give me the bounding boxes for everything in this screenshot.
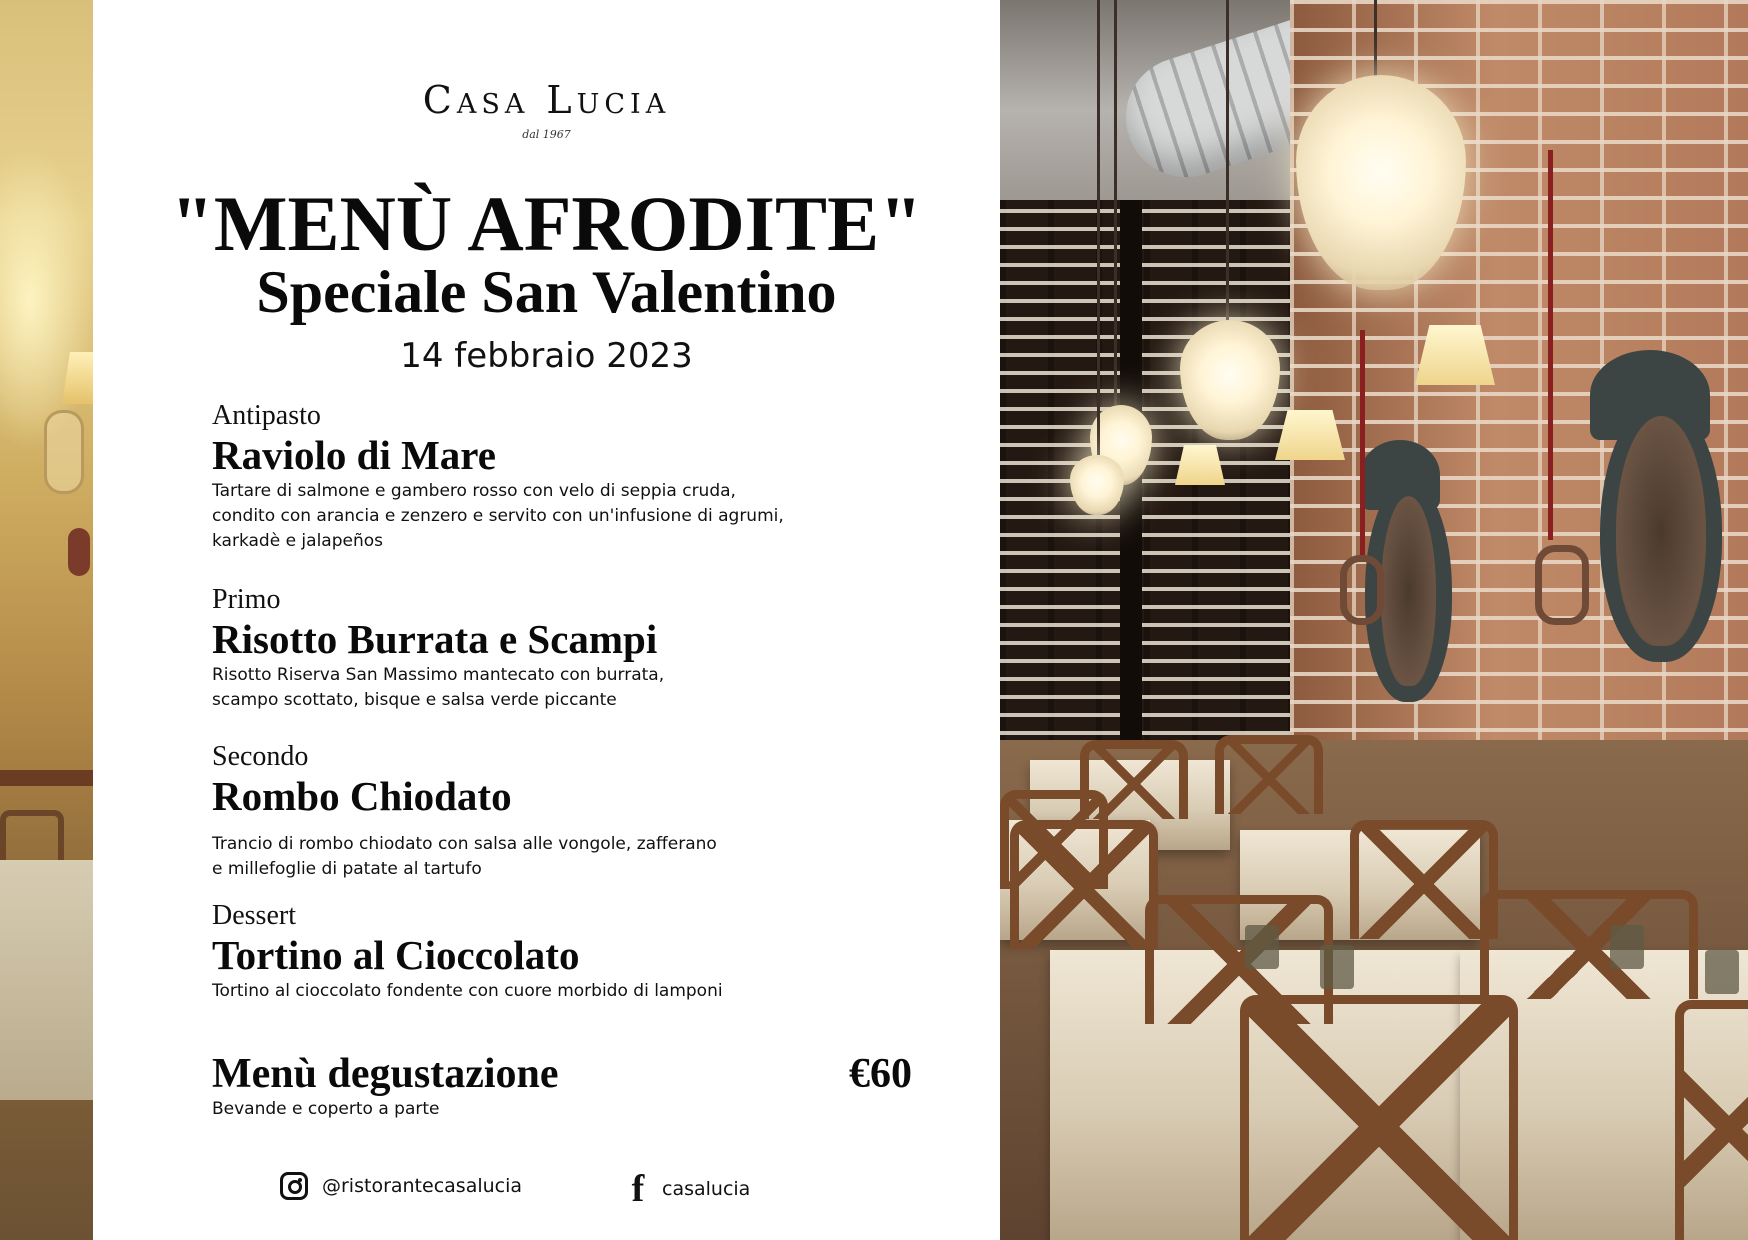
- chandelier-chain: [1097, 0, 1100, 455]
- restaurant-photo-right: [1000, 0, 1748, 1240]
- chair: [1480, 890, 1698, 999]
- course-category: Antipasto: [212, 400, 321, 431]
- chair: [1350, 820, 1498, 939]
- facebook-icon: f: [631, 1168, 645, 1210]
- chandelier-chain: [1114, 0, 1117, 405]
- course-name: Rombo Chiodato: [212, 773, 512, 819]
- tasting-note: Bevande e coperto a parte: [212, 1099, 440, 1119]
- wall-sconce: [44, 410, 84, 494]
- instagram-handle: @ristorantecasalucia: [322, 1175, 523, 1197]
- facebook-link[interactable]: [628, 1168, 751, 1210]
- chair: [1675, 1000, 1748, 1240]
- course-primo: [212, 585, 912, 713]
- course-description: Trancio di rombo chiodato con salsa alle vongole, zafferano e millefoglie di patate al tartufo: [212, 834, 717, 879]
- table: [0, 860, 93, 1100]
- wood-rail: [0, 770, 93, 786]
- course-category: Dessert: [212, 900, 296, 931]
- course-description: Risotto Riserva San Massimo mantecato con burrata, scampo scottato, bisque e salsa verde piccante: [212, 665, 665, 710]
- course-name: Tortino al Cioccolato: [212, 932, 580, 978]
- instagram-link[interactable]: [280, 1172, 522, 1200]
- chandelier-chain: [1226, 0, 1229, 320]
- glass: [1245, 925, 1279, 969]
- course-name: Raviolo di Mare: [212, 432, 496, 478]
- ribbon: [1548, 150, 1553, 540]
- course-secondo: [212, 742, 912, 882]
- glass: [1320, 945, 1354, 989]
- course-antipasto: [212, 401, 912, 554]
- course-name: Risotto Burrata e Scampi: [212, 616, 658, 662]
- course-category: Primo: [212, 584, 281, 615]
- course-description: Tartare di salmone e gambero rosso con velo di seppia cruda, condito con arancia e zenzero e servito con un'infusione di agrumi, karkadè e jalapeños: [212, 481, 784, 551]
- menu-date: 14 febbraio 2023: [400, 336, 693, 376]
- tasting-menu: [212, 1051, 912, 1121]
- wine-rack-divider: [1120, 200, 1142, 780]
- tasting-name: Menù degustazione: [212, 1051, 559, 1097]
- course-dessert: [212, 901, 912, 1004]
- facebook-handle: casalucia: [662, 1178, 751, 1200]
- course-description: Tortino al cioccolato fondente con cuore morbido di lamponi: [212, 981, 723, 1001]
- menu-title: "MENÙ AFRODITE": [170, 180, 923, 267]
- menu-card: [93, 0, 1000, 1240]
- menu-subtitle: Speciale San Valentino: [256, 259, 837, 325]
- chair: [1215, 735, 1323, 814]
- heart-decoration: [68, 528, 90, 576]
- glass: [1610, 925, 1644, 969]
- restaurant-photo-left: [0, 0, 93, 1240]
- wall-mirror: [1600, 400, 1722, 662]
- brand-logo: Casa Lucia: [422, 78, 671, 122]
- chandelier-chain: [1374, 0, 1377, 80]
- wine-rack: [1000, 200, 1300, 780]
- heart-decoration: [1535, 545, 1589, 625]
- chair: [1240, 995, 1518, 1240]
- glass: [1705, 950, 1739, 994]
- course-category: Secondo: [212, 741, 309, 772]
- tasting-price: €60: [849, 1051, 912, 1097]
- ribbon: [1360, 330, 1365, 560]
- chair: [1010, 820, 1158, 949]
- brand-since: dal 1967: [522, 128, 571, 141]
- heart-decoration: [1340, 555, 1384, 625]
- instagram-icon: [280, 1172, 308, 1200]
- wall-lamp: [62, 352, 93, 404]
